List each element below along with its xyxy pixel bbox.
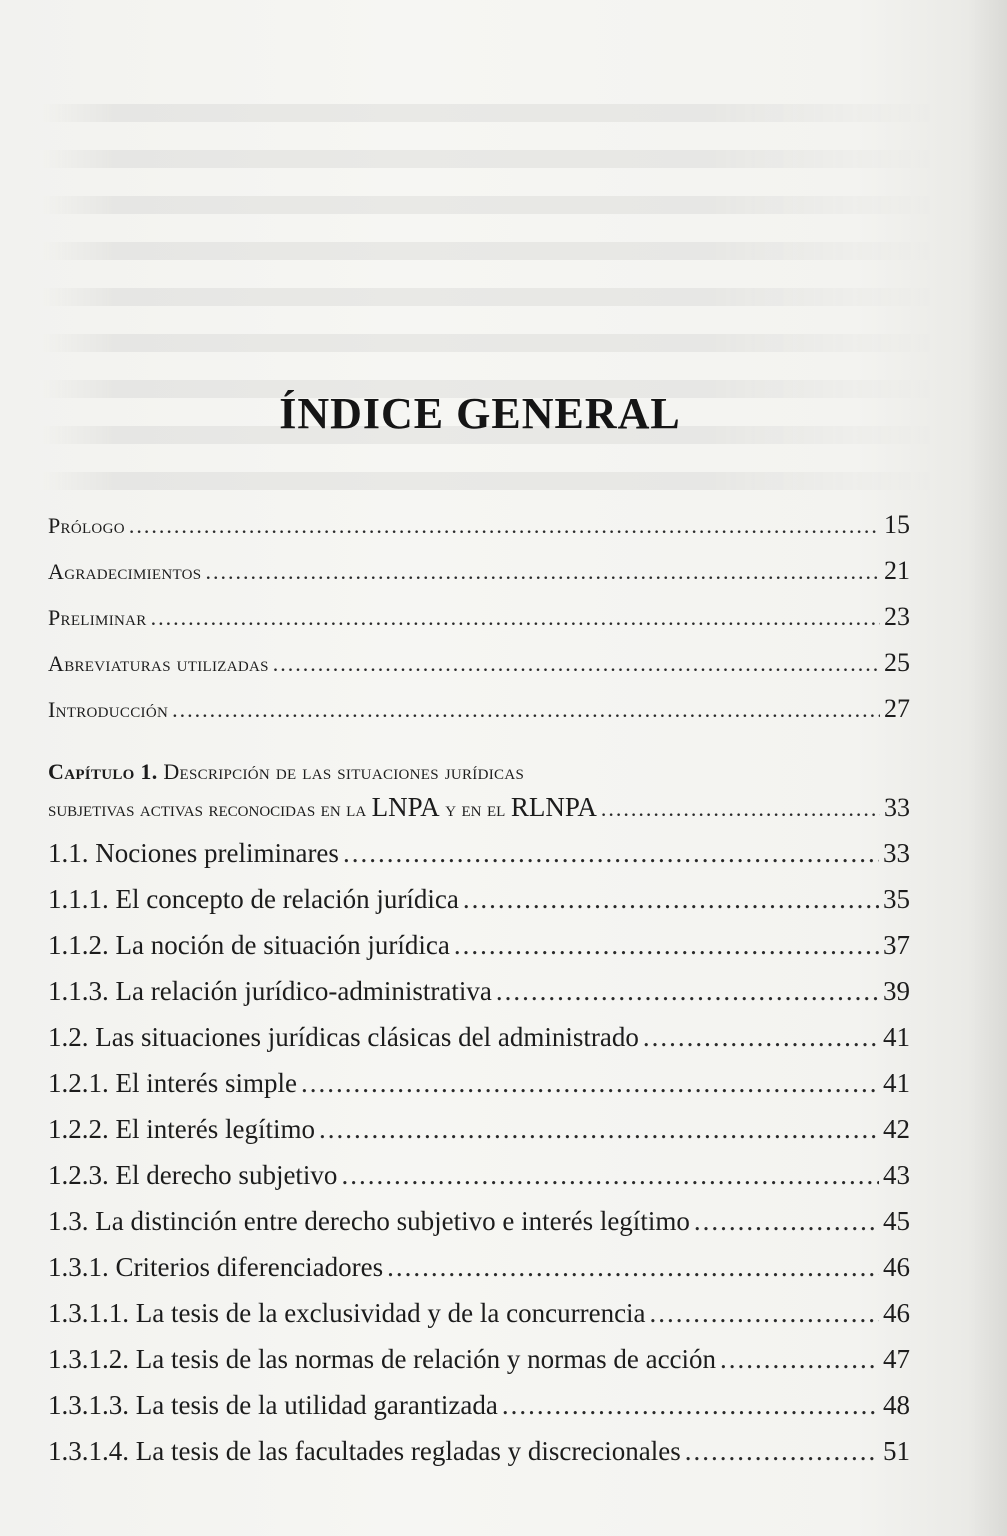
toc-entry-abreviaturas[interactable]: [48, 648, 910, 694]
toc-section-label: 1.1.3. La relación jurídico-administrativa: [48, 976, 492, 1006]
toc-page-number: 15: [884, 510, 910, 539]
leader-dots: [387, 1252, 879, 1283]
toc-entry-label: Preliminar: [48, 605, 147, 630]
toc-section[interactable]: [48, 976, 910, 1022]
toc-section[interactable]: [48, 1252, 910, 1298]
leader-dots: [341, 1160, 879, 1191]
toc-page-number: 35: [883, 884, 910, 914]
chapter-title-rlnpa: RLNPA: [510, 792, 597, 822]
toc-section-label: 1.3.1.4. La tesis de las facultades regladas y discrecionales: [48, 1436, 681, 1466]
leader-dots: [502, 1390, 879, 1421]
toc-section-label: 1.2. Las situaciones jurídicas clásicas del administrado: [48, 1022, 639, 1052]
toc-section[interactable]: [48, 1436, 910, 1482]
toc-section-label: 1.3.1.2. La tesis de las normas de relación y normas de acción: [48, 1344, 717, 1374]
toc-section[interactable]: [48, 1390, 910, 1436]
page-title: ÍNDICE GENERAL: [279, 389, 681, 438]
table-of-contents: [48, 510, 910, 1482]
toc-section[interactable]: [48, 884, 910, 930]
toc-page-number: 41: [883, 1022, 910, 1052]
toc-page-number: 45: [883, 1206, 910, 1236]
toc-entry-label: Agradecimientos: [48, 559, 202, 584]
toc-page-number: 48: [883, 1390, 910, 1420]
toc-page-number: 21: [884, 556, 910, 585]
leader-dots: [151, 605, 880, 631]
toc-section-label: 1.1. Nociones preliminares: [48, 838, 339, 868]
chapter-heading-line-2: [48, 792, 910, 838]
leader-dots: [129, 513, 880, 539]
toc-entry-prologo[interactable]: [48, 510, 910, 556]
toc-page-number: 46: [883, 1252, 910, 1282]
leader-dots: [205, 559, 880, 585]
leader-dots: [601, 796, 880, 822]
toc-section-label: 1.3.1.3. La tesis de la utilidad garantizada: [48, 1390, 498, 1420]
toc-section[interactable]: [48, 838, 910, 884]
toc-section-label: 1.2.1. El interés simple: [48, 1068, 297, 1098]
toc-page-number: 37: [883, 930, 910, 960]
leader-dots: [694, 1206, 879, 1237]
toc-section-label: 1.2.2. El interés legítimo: [48, 1114, 315, 1144]
leader-dots: [273, 651, 880, 677]
leader-dots: [496, 976, 879, 1007]
leader-dots: [172, 697, 880, 723]
toc-page-number: 46: [883, 1298, 910, 1328]
toc-section[interactable]: [48, 1298, 910, 1344]
toc-page-number: 33: [883, 838, 910, 868]
toc-section-label: 1.3. La distinción entre derecho subjetivo e interés legítimo: [48, 1206, 690, 1236]
toc-section[interactable]: [48, 1160, 910, 1206]
toc-entry-preliminar[interactable]: [48, 602, 910, 648]
chapter-title-part-2: [48, 792, 597, 823]
toc-chapter-1[interactable]: [48, 752, 910, 838]
toc-section-label: 1.2.3. El derecho subjetivo: [48, 1160, 338, 1190]
toc-section[interactable]: [48, 1022, 910, 1068]
leader-dots: [343, 838, 879, 869]
page-gutter-shadow: [967, 0, 1007, 1536]
toc-section[interactable]: [48, 1068, 910, 1114]
leader-dots: [301, 1068, 879, 1099]
toc-page-number: 33: [884, 793, 910, 822]
toc-entry-label: Abreviaturas utilizadas: [48, 651, 269, 676]
leader-dots: [319, 1114, 879, 1145]
toc-section-label: 1.1.1. El concepto de relación jurídica: [48, 884, 459, 914]
toc-section-label: 1.1.2. La noción de situación jurídica: [48, 930, 450, 960]
toc-section[interactable]: [48, 1114, 910, 1160]
toc-section-label: 1.3.1.1. La tesis de la exclusividad y de la concurrencia: [48, 1298, 646, 1328]
leader-dots: [643, 1022, 879, 1053]
toc-section[interactable]: [48, 930, 910, 976]
chapter-title-part-1: Descripción de las situaciones jurídicas: [163, 759, 525, 784]
toc-entry-agradecimientos[interactable]: [48, 556, 910, 602]
toc-page-number: 25: [884, 648, 910, 677]
toc-section[interactable]: [48, 1344, 910, 1390]
toc-entry-introduccion[interactable]: [48, 694, 910, 740]
leader-dots: [720, 1344, 879, 1375]
toc-page-number: 27: [884, 694, 910, 723]
toc-page-number: 47: [883, 1344, 910, 1374]
leader-dots: [650, 1298, 879, 1329]
leader-dots: [463, 884, 879, 915]
chapter-title-text-a: subjetivas activas reconocidas en la: [48, 796, 367, 821]
chapter-heading-line-1: [48, 752, 910, 792]
bleed-through-text: [40, 90, 940, 510]
leader-dots: [454, 930, 879, 961]
chapter-title-lnpa: LNPA: [371, 792, 440, 822]
toc-section-label: 1.3.1. Criterios diferenciadores: [48, 1252, 384, 1282]
toc-entry-label: Introducción: [48, 697, 169, 722]
toc-section[interactable]: [48, 1206, 910, 1252]
chapter-title-text-b: y en el: [445, 796, 506, 821]
toc-entry-label: Prólogo: [48, 513, 125, 538]
toc-page-number: 42: [883, 1114, 910, 1144]
toc-page-number: 43: [883, 1160, 910, 1190]
chapter-prefix: Capítulo 1.: [48, 759, 158, 784]
leader-dots: [685, 1436, 879, 1467]
toc-page-number: 39: [883, 976, 910, 1006]
toc-page-number: 51: [883, 1436, 910, 1466]
toc-page-number: 23: [884, 602, 910, 631]
toc-page-number: 41: [883, 1068, 910, 1098]
